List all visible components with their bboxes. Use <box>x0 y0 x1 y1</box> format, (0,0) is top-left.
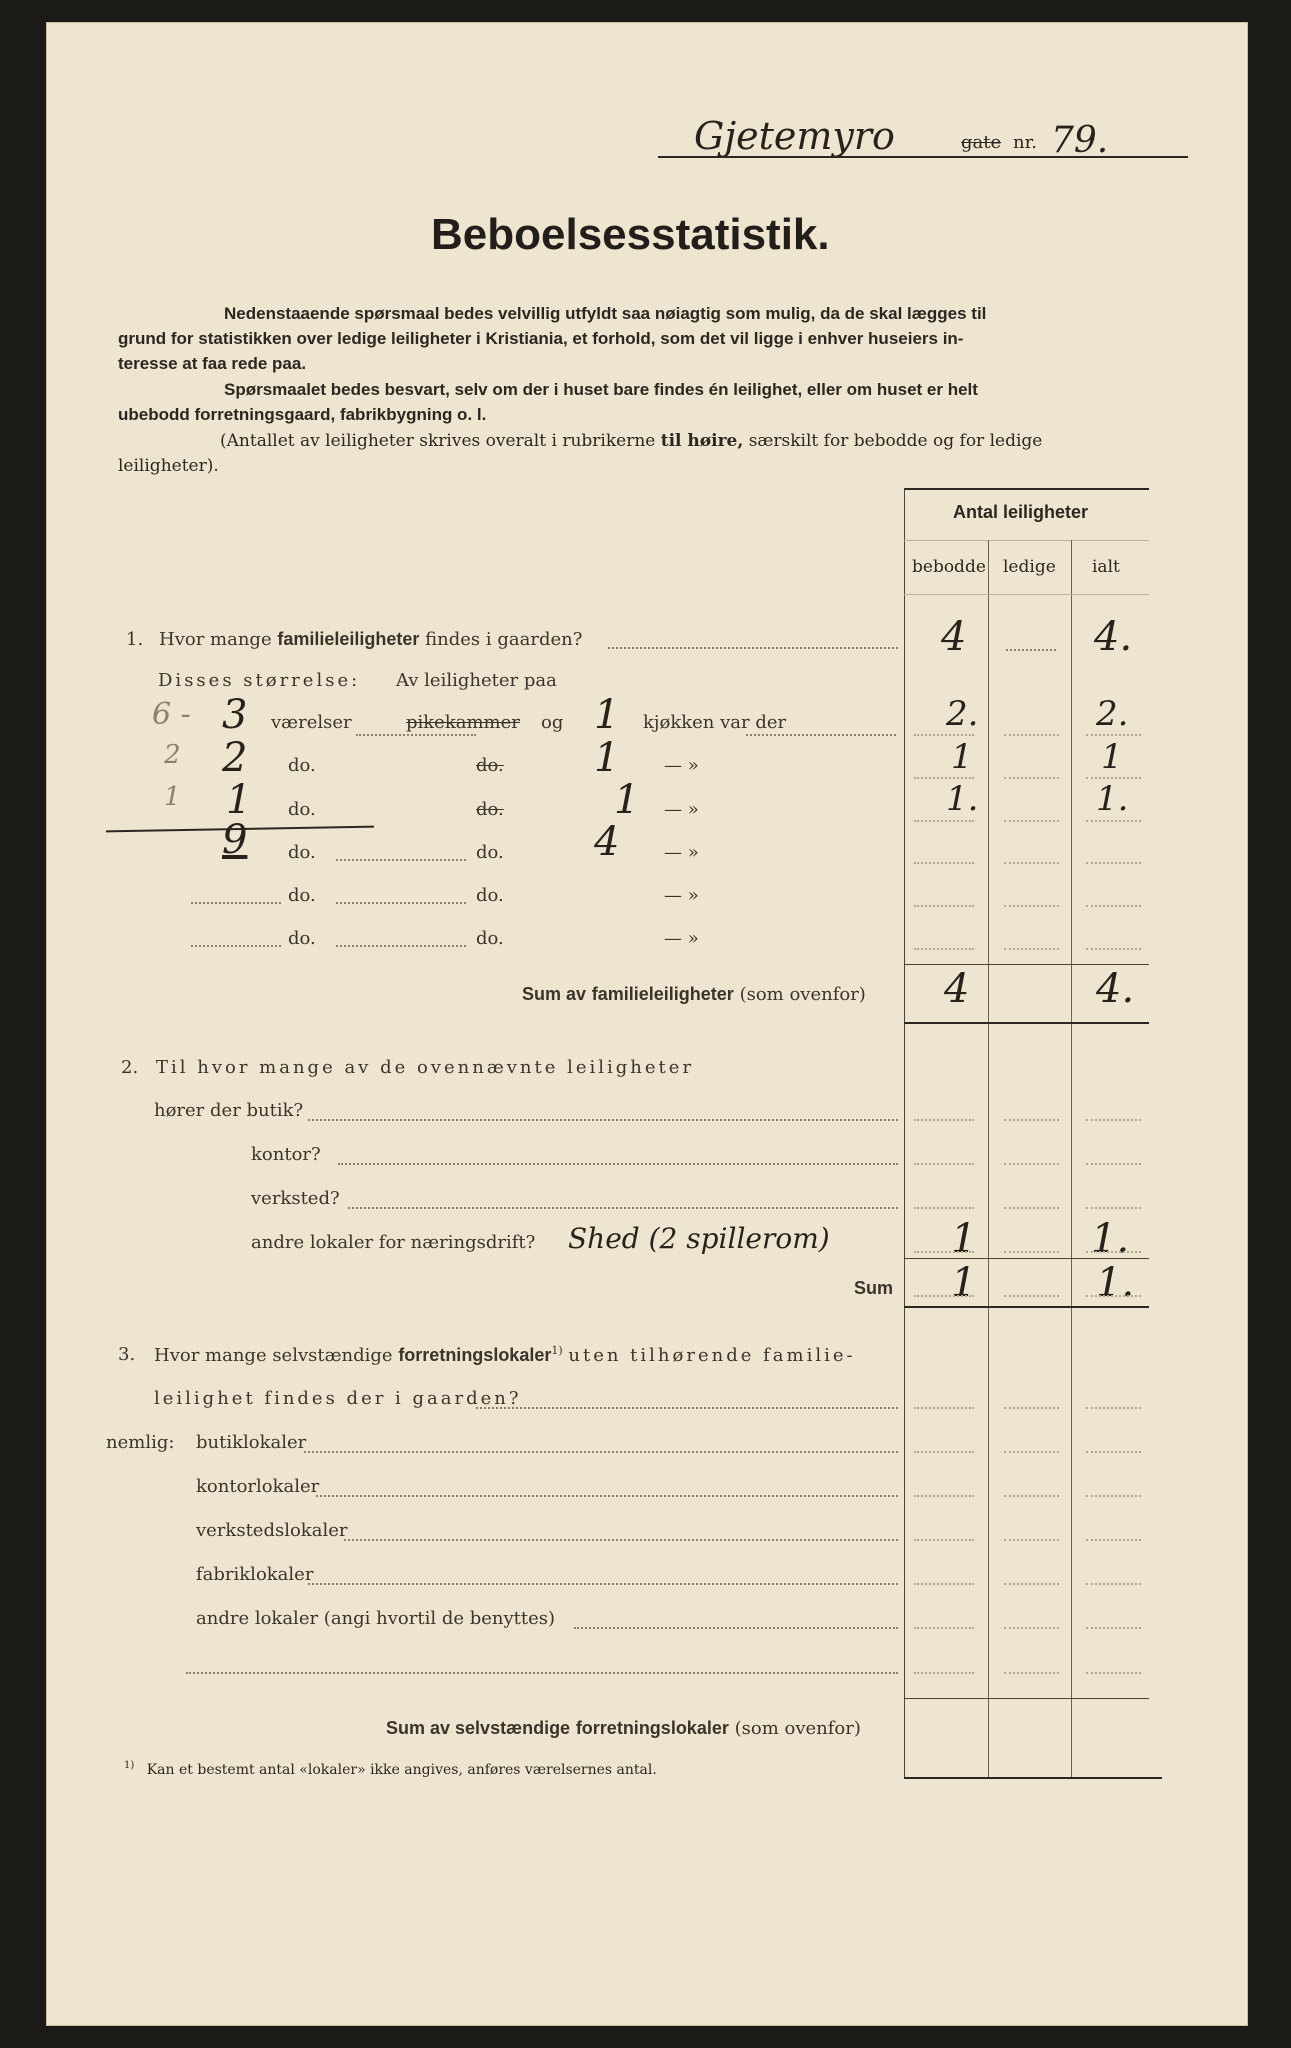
size-row-kitchens: 4 <box>594 819 620 865</box>
column-dot-filler <box>914 1583 974 1585</box>
size-row-unit: do. <box>288 755 316 776</box>
q3-sum-label <box>386 1718 861 1739</box>
q2-sum-ialt: 1. <box>1096 1260 1135 1306</box>
column-dot-filler <box>1086 1251 1141 1253</box>
column-dot-filler <box>1086 1451 1141 1453</box>
q2-andre-handwritten: Shed (2 spillerom) <box>568 1222 830 1255</box>
q2-sum-label: Sum <box>854 1278 894 1298</box>
table-group-header: Antal leiligheter <box>953 502 1089 522</box>
address-underline <box>658 156 1188 158</box>
size-row-unit: do. <box>288 842 316 863</box>
column-dot-filler <box>914 1627 974 1629</box>
column-dot-filler <box>1004 1407 1059 1409</box>
size-row-bebodde: 2. <box>946 694 979 734</box>
size-row-leader <box>356 734 476 736</box>
house-number-handwritten: 79. <box>1051 120 1109 161</box>
size-row-pike: do. <box>476 842 504 863</box>
footnote-mark: 1) <box>124 1760 135 1771</box>
column-dot-filler <box>1004 1672 1059 1674</box>
q1-ledige-dots <box>1006 649 1056 651</box>
q3-text-a: Hvor mange selvstændige <box>154 1345 393 1366</box>
col-header-ialt: ialt <box>1092 557 1120 577</box>
intro-p1-line2: grund for statistikken over ledige leiligheter i Kristiania, et forhold, som det vil ligge i enhver huseiers in- <box>118 329 964 348</box>
column-dot-filler <box>1004 1539 1059 1541</box>
intro-p3-b: til høire, <box>660 431 744 451</box>
size-row-leader <box>336 902 466 904</box>
size-row-pike: do. <box>476 928 504 949</box>
col-divider-2 <box>1071 540 1072 1778</box>
column-dot-filler <box>1086 1583 1141 1585</box>
size-row-bebodde: 1 <box>951 737 973 777</box>
q3-number: 3. <box>118 1344 136 1365</box>
column-dot-filler <box>1004 734 1059 736</box>
size-row-ialt: 2. <box>1096 694 1129 734</box>
size-row-pike: do. <box>476 885 504 906</box>
q3-sum-c: (som ovenfor) <box>734 1718 861 1739</box>
q2-andre-bebodde: 1 <box>951 1216 977 1262</box>
q3-text-c: uten tilhørende familie- <box>568 1345 856 1366</box>
size-row-rooms: 3 <box>222 692 248 738</box>
q1-leader <box>608 647 898 649</box>
intro-p2-line1: Spørsmaalet bedes besvart, selv om der i huset bare findes én leilighet, eller om huset er helt <box>224 380 978 399</box>
col-header-rule <box>904 594 1149 595</box>
size-row-pike: do. <box>476 799 504 820</box>
q2-butik-leader <box>308 1119 898 1121</box>
column-dot-filler <box>914 1207 974 1209</box>
intro-p3-line1 <box>220 431 1042 451</box>
size-row-kitchens: 1 <box>594 735 620 781</box>
column-dot-filler <box>1004 1207 1059 1209</box>
size-row-leader <box>191 945 281 947</box>
q1-sizes-label: Disses størrelse: <box>158 670 361 691</box>
size-row-unit: do. <box>288 928 316 949</box>
size-row-kitchens: 1 <box>614 777 640 823</box>
size-row-leader <box>336 945 466 947</box>
column-dot-filler <box>914 1295 974 1297</box>
column-dot-filler <box>1086 948 1141 950</box>
column-dot-filler <box>1004 905 1059 907</box>
q3-item-butik: butiklokaler <box>196 1432 307 1453</box>
nr-label: nr. <box>1013 132 1037 153</box>
q3-item-leader <box>304 1451 898 1453</box>
column-dot-filler <box>1004 1451 1059 1453</box>
column-dot-filler <box>1004 1495 1059 1497</box>
street-handwritten: Gjetemyro <box>694 114 895 158</box>
column-dot-filler <box>1004 1251 1059 1253</box>
column-dot-filler <box>914 1451 974 1453</box>
col-header-bebodde: bebodde <box>912 557 986 577</box>
column-dot-filler <box>1086 862 1141 864</box>
q1-sum-bebodde: 4 <box>944 966 970 1012</box>
column-dot-filler <box>914 1119 974 1121</box>
column-dot-filler <box>1004 1627 1059 1629</box>
column-dot-filler <box>1004 820 1059 822</box>
size-row-leader <box>191 902 281 904</box>
column-dot-filler <box>914 820 974 822</box>
col-header-ledige: ledige <box>1003 557 1056 577</box>
q3-item-leader <box>316 1495 898 1497</box>
size-row-kjokken: kjøkken var der <box>643 712 787 733</box>
q1-sizes-label-b: Av leiligheter paa <box>396 670 557 691</box>
intro-p1-line1: Nedenstaaende spørsmaal bedes velvillig utfyldt saa nøiagtig som mulig, da de skal lægges til <box>224 304 987 323</box>
q2-sum-bebodde: 1 <box>951 1260 977 1306</box>
column-dot-filler <box>1004 948 1059 950</box>
col-divider-1 <box>988 540 989 1778</box>
column-dot-filler <box>1004 1295 1059 1297</box>
column-dot-filler <box>1004 1163 1059 1165</box>
q3-text-line2 <box>154 1388 522 1409</box>
size-row-rooms: 9 <box>222 817 248 863</box>
q1-text <box>159 629 582 650</box>
column-dot-filler <box>1086 1119 1141 1121</box>
size-row-unit: do. <box>288 885 316 906</box>
q3-item-leader <box>574 1627 898 1629</box>
q2-verksted: verksted? <box>251 1188 340 1209</box>
q3-item-leader <box>344 1539 898 1541</box>
size-row-kjokken: — » <box>664 928 699 949</box>
column-dot-filler <box>1086 1207 1141 1209</box>
column-dot-filler <box>914 1163 974 1165</box>
q2-butik: hører der butik? <box>154 1100 304 1121</box>
q1-sum-label <box>522 984 866 1005</box>
page-title: Beboelsesstatistik. <box>431 210 830 259</box>
intro-p3-line2: leiligheter). <box>118 456 219 476</box>
q3-sum-b: forretningslokaler <box>575 1718 729 1738</box>
size-row-kjokken: — » <box>664 799 699 820</box>
q3-footnote-mark: 1) <box>551 1344 563 1357</box>
column-dot-filler <box>914 1539 974 1541</box>
intro-p1-line3: teresse at faa rede paa. <box>118 354 307 373</box>
gate-label: gate <box>961 132 1002 153</box>
size-row-pike: pikekammer <box>406 712 520 733</box>
column-dot-filler <box>914 1251 974 1253</box>
size-row-bebodde: 1. <box>946 779 979 819</box>
column-dot-filler <box>1004 862 1059 864</box>
q3-item-verksted: verkstedslokaler <box>196 1520 348 1541</box>
footnote-text: Kan et bestemt antal «lokaler» ikke angives, anføres værelsernes antal. <box>146 1761 657 1778</box>
q3-item-andre: andre lokaler (angi hvortil de benyttes) <box>196 1608 556 1629</box>
column-dot-filler <box>1004 777 1059 779</box>
table-left-border <box>904 488 905 1778</box>
q3-text-b: forretningslokaler <box>398 1345 552 1365</box>
form-sheet <box>46 22 1248 2026</box>
column-dot-filler <box>1004 1119 1059 1121</box>
column-dot-filler <box>1086 1627 1141 1629</box>
column-dot-filler <box>1086 905 1141 907</box>
column-dot-filler <box>914 734 974 736</box>
column-dot-filler <box>914 1672 974 1674</box>
q3-item-fabrik: fabriklokaler <box>196 1564 314 1585</box>
column-dot-filler <box>1086 1495 1141 1497</box>
column-dot-filler <box>1086 734 1141 736</box>
q2-text: Til hvor mange av de ovennævnte leiligheter <box>156 1057 695 1078</box>
table-bottom-rule <box>904 1777 1162 1779</box>
q3-sum-a: Sum av selvstændige <box>386 1718 571 1738</box>
q1-bebodde-value: 4 <box>941 614 967 660</box>
size-row-ialt: 1 <box>1101 737 1123 777</box>
size-row-margin: 2 <box>164 740 181 770</box>
q2-verksted-leader <box>348 1207 898 1209</box>
q1-sum-bottom-rule <box>904 1022 1149 1024</box>
column-dot-filler <box>1086 777 1141 779</box>
q2-andre-ialt: 1. <box>1091 1216 1130 1262</box>
q2-andre: andre lokaler for næringsdrift? <box>251 1232 536 1253</box>
size-row-kjokken: — » <box>664 885 699 906</box>
size-row-unit: do. <box>288 799 316 820</box>
q1-sum-c: (som ovenfor) <box>739 984 866 1005</box>
q3-nemlig: nemlig: <box>106 1432 175 1453</box>
column-dot-filler <box>914 905 974 907</box>
size-row-pike: do. <box>476 755 504 776</box>
column-dot-filler <box>1004 1583 1059 1585</box>
size-row-leader <box>746 734 896 736</box>
size-row-leader <box>336 859 466 861</box>
q1-text-c: findes i gaarden? <box>425 629 583 650</box>
column-dot-filler <box>1086 1672 1141 1674</box>
size-row-kitchens: 1 <box>594 692 620 738</box>
column-dot-filler <box>914 777 974 779</box>
q3-text-line1 <box>154 1344 856 1366</box>
q3-item-kontor: kontorlokaler <box>196 1476 320 1497</box>
q1-text-a: Hvor mange <box>159 629 272 650</box>
intro-p2-line2: ubebodd forretningsgaard, fabrikbygning o. l. <box>118 405 487 424</box>
column-dot-filler <box>1086 1295 1141 1297</box>
size-row-kjokken: — » <box>664 842 699 863</box>
column-dot-filler <box>1086 1539 1141 1541</box>
size-row-margin: 6 - <box>152 697 191 732</box>
q3-leader <box>476 1407 898 1409</box>
footnote <box>124 1760 657 1778</box>
q2-kontor-leader <box>338 1163 898 1165</box>
q1-sum-ialt: 4. <box>1096 966 1135 1012</box>
column-dot-filler <box>914 948 974 950</box>
q1-number: 1. <box>126 629 144 650</box>
column-dot-filler <box>1086 820 1141 822</box>
q1-text-b: familieleiligheter <box>277 629 420 649</box>
column-dot-filler <box>914 1495 974 1497</box>
q1-sum-a: Sum av <box>522 984 587 1004</box>
q1-sum-b: familieleiligheter <box>591 984 734 1004</box>
intro-p3-a: (Antallet av leiligheter skrives overalt i rubrikerne <box>220 431 656 451</box>
size-row-rooms: 1 <box>226 777 252 823</box>
q3-text-d: leilighet findes der i gaarden? <box>154 1388 522 1409</box>
q2-kontor: kontor? <box>251 1144 321 1165</box>
group-header-rule <box>904 540 1149 541</box>
size-row-kjokken: — » <box>664 755 699 776</box>
column-dot-filler <box>1086 1407 1141 1409</box>
size-row-margin: 1 <box>164 782 181 812</box>
column-dot-filler <box>1086 1163 1141 1165</box>
q3-sum-top-rule <box>904 1698 1149 1699</box>
size-row-rooms: 2 <box>222 735 248 781</box>
intro-p3-c: særskilt for bebodde og for ledige <box>748 431 1043 451</box>
q3-item-leader <box>308 1583 898 1585</box>
size-row-og: og <box>541 712 564 733</box>
size-row-unit: værelser <box>271 712 352 733</box>
q3-blank-line <box>186 1672 898 1674</box>
q2-sum-top-rule <box>904 1258 1149 1259</box>
q1-sum-top-rule <box>904 964 1149 965</box>
q2-sum-bottom-rule <box>904 1306 1149 1308</box>
q2-number: 2. <box>121 1057 139 1078</box>
size-row-ialt: 1. <box>1096 779 1129 819</box>
q1-ialt-value: 4. <box>1094 614 1133 660</box>
table-top-rule <box>904 488 1149 490</box>
column-dot-filler <box>914 862 974 864</box>
column-dot-filler <box>914 1407 974 1409</box>
